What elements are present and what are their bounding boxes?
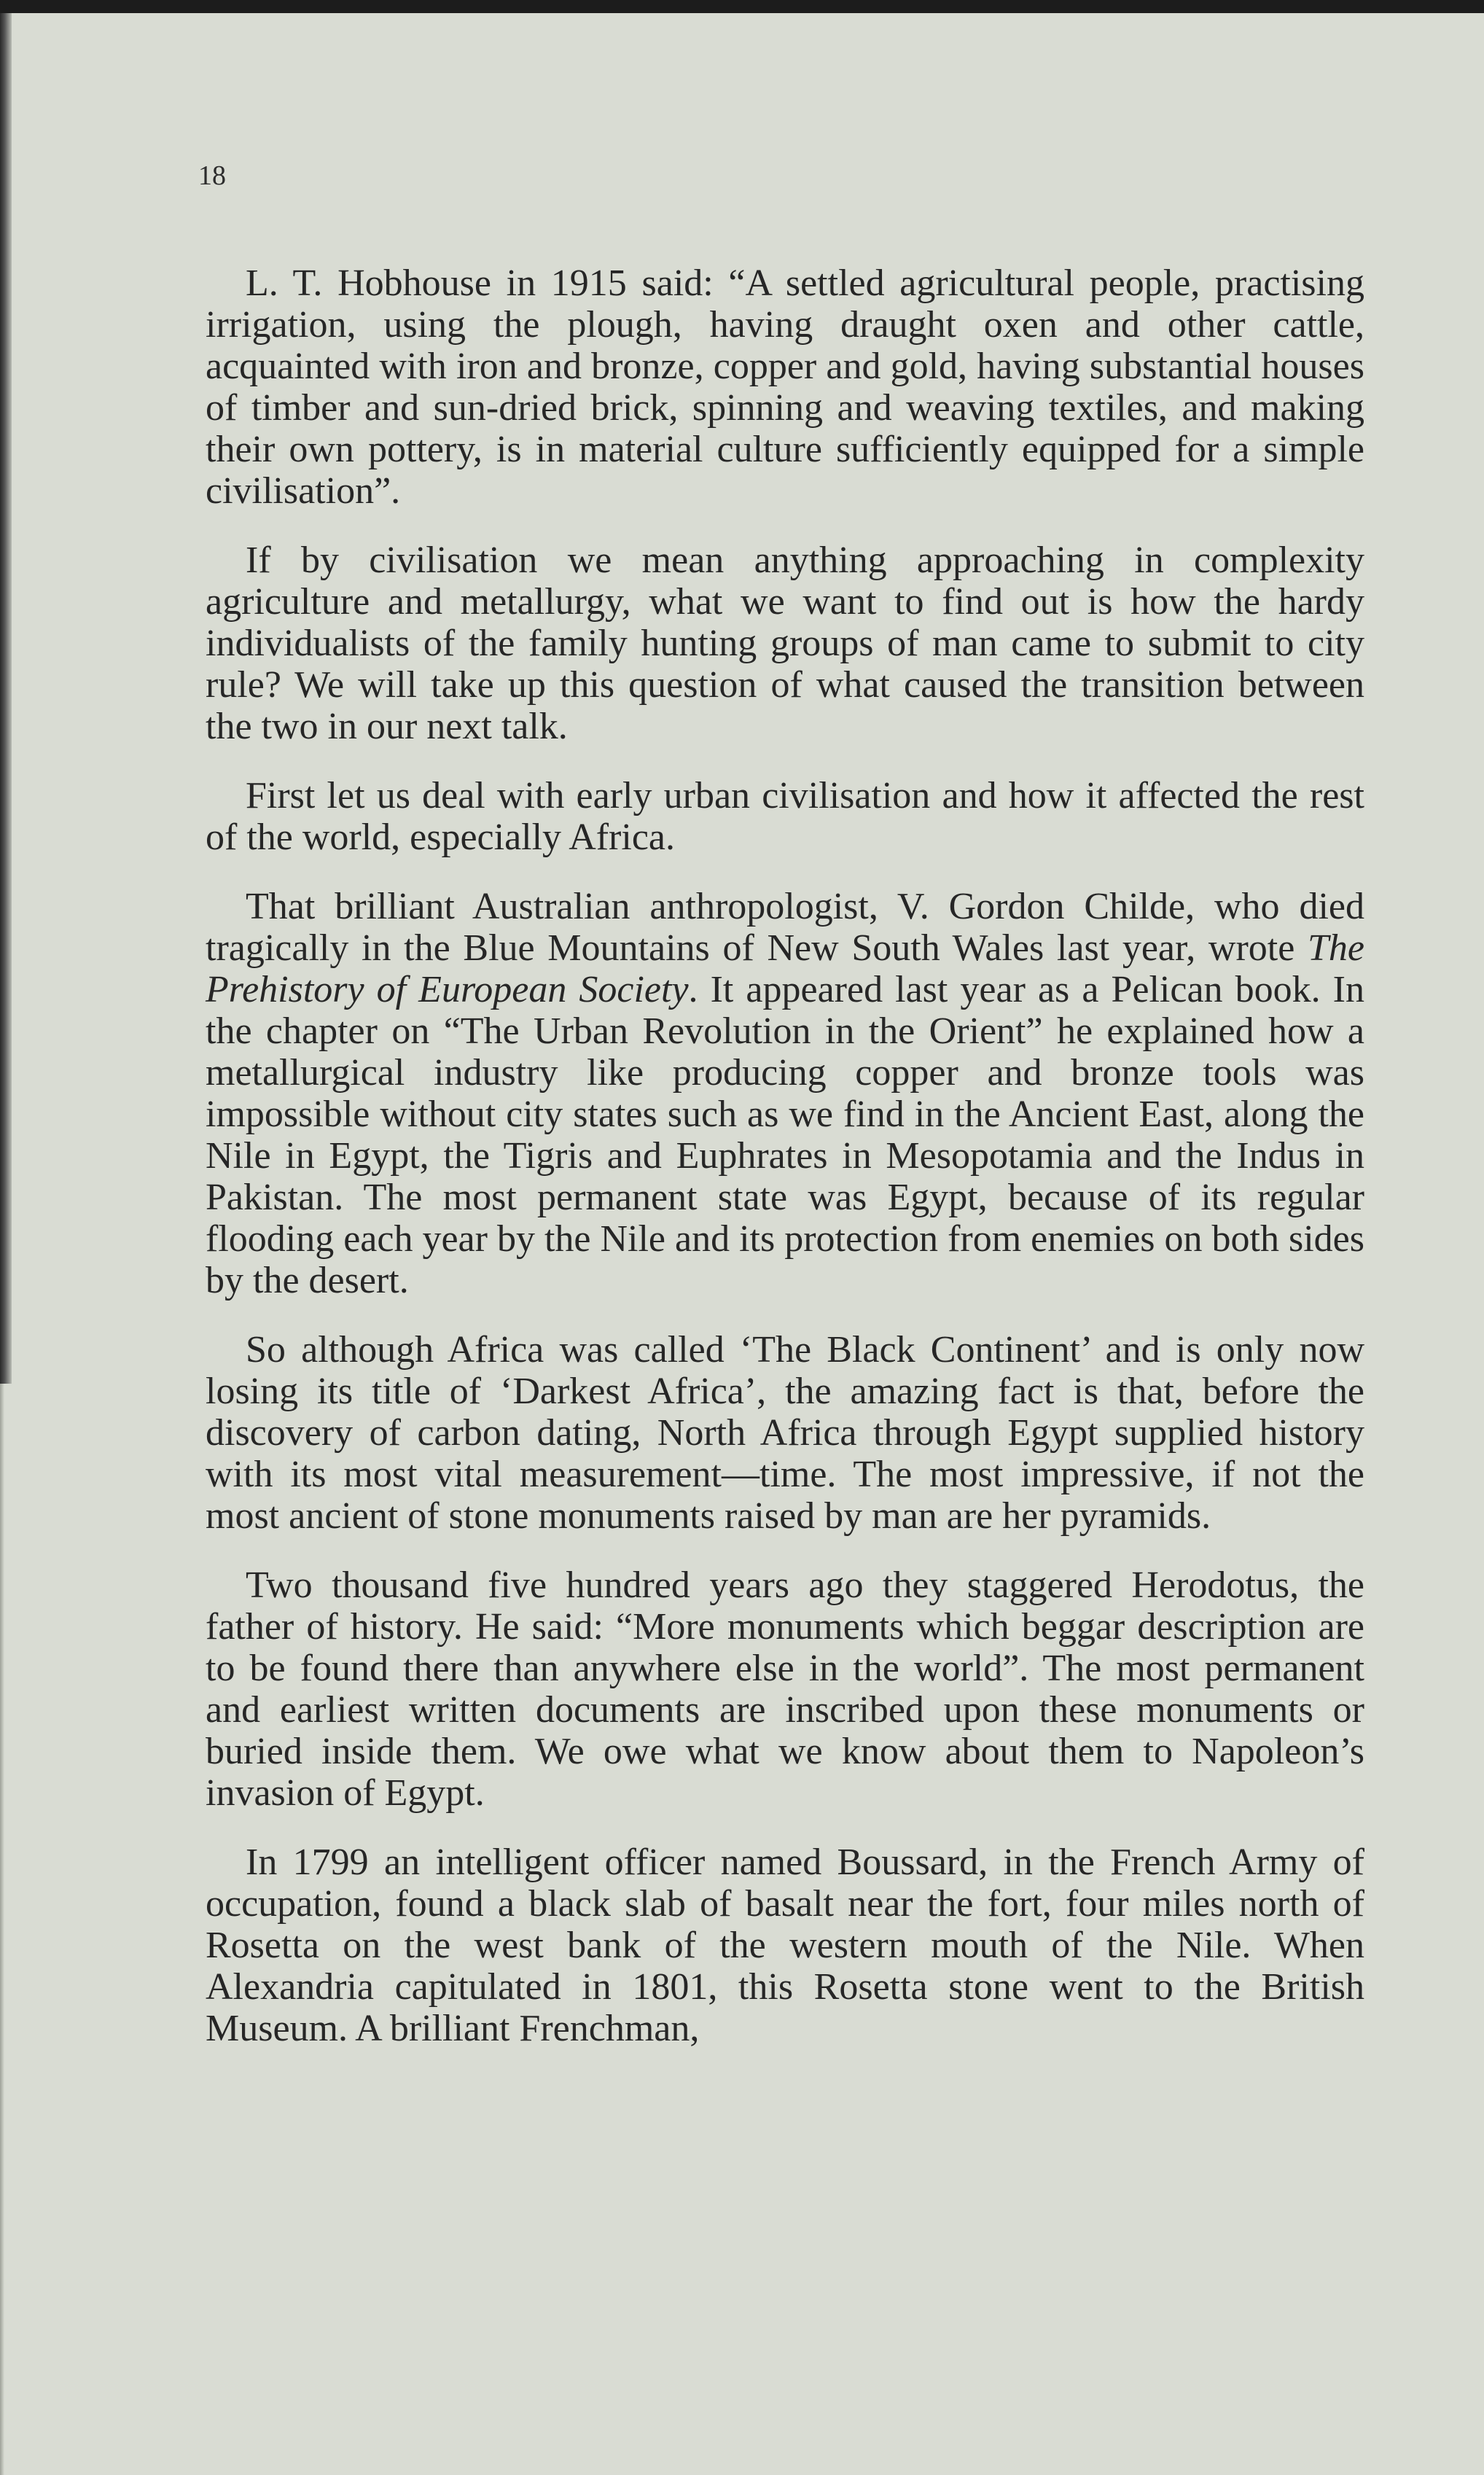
childe-text-after: . It appeared last year as a Pelican book. In the chapter on “The Urban Revolution in the Orient” he explained how a metallurgical industry like producing copper and bronze tools was impossible without city states such as we find in the Ancient East, along the Nile in Egypt, the Tigris and Euphrates in Mesopotamia and the Indus in Pakistan. The most permanent state was Egypt, because of its regular flooding each year by the Nile and its protection from enemies on both sides by the desert. <box>206 969 1364 1301</box>
paragraph-herodotus: Two thousand five hundred years ago they staggered Herodotus, the father of history. He said: “More monuments which beggar description are to be found there than anywhere else in the world”. The most permanent and earliest written documents are inscribed upon these monuments or buried inside them. We owe what we know about them to Napoleon’s invasion of Egypt. <box>206 1564 1364 1814</box>
paragraph-urban-civilisation: First let us deal with early urban civilisation and how it affected the rest of the world, especially Africa. <box>206 775 1364 858</box>
body-text <box>206 262 1364 2049</box>
paragraph-hobhouse-quote: L. T. Hobhouse in 1915 said: “A settled agricultural people, practising irrigation, using the plough, having draught oxen and other cattle, acquainted with iron and bronze, copper and gold, having substantial houses of timber and sun-dried brick, spinning and weaving textiles, and making their own pottery, is in material culture sufficiently equipped for a simple civilisation”. <box>206 262 1364 512</box>
childe-text-before: That brilliant Australian anthropologist, V. Gordon Childe, who died tragically in the Blue Mountains of New South Wales last year, wrote <box>206 886 1364 969</box>
page-number: 18 <box>198 160 226 191</box>
book-title: The Prehistory of European Society <box>206 927 1364 1010</box>
paragraph-gordon-childe <box>206 886 1364 1301</box>
paragraph-black-continent: So although Africa was called ‘The Black Continent’ and is only now losing its title of ‘Darkest Africa’, the amazing fact is that, before the discovery of carbon dating, North Africa through Egypt supplied history with its most vital measurement—time. The most impressive, if not the most ancient of stone monuments raised by man are her pyramids. <box>206 1329 1364 1537</box>
paragraph-rosetta-stone: In 1799 an intelligent officer named Boussard, in the French Army of occupation, found a black slab of basalt near the fort, four miles north of Rosetta on the west bank of the western mouth of the Nile. When Alexandria capitulated in 1801, this Rosetta stone went to the British Museum. A brilliant Frenchman, <box>206 1841 1364 2049</box>
paragraph-civilisation-definition: If by civilisation we mean anything approaching in complexity agriculture and metallurgy, what we want to find out is how the hardy individualists of the family hunting groups of man came to submit to city rule? We will take up this question of what caused the transition between the two in our next talk. <box>206 539 1364 747</box>
